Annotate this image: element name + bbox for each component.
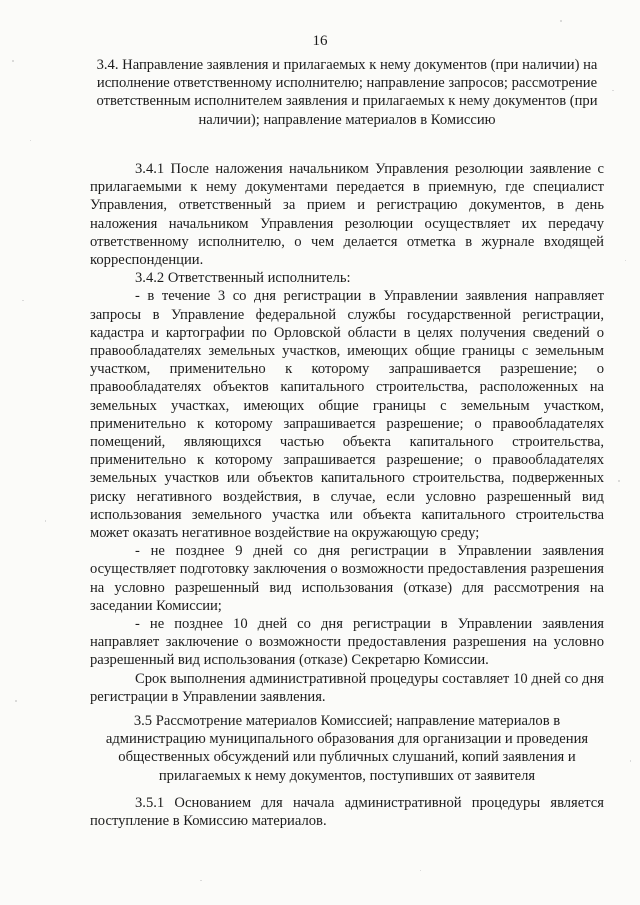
section-3-5-body [90, 794, 604, 830]
section-3-5-heading: 3.5 Рассмотрение материалов Комиссией; направление материалов в администрацию муниципального образования для организации и проведения общественных обсуждений или публичных слушаний, копий заявления и прилагаемых к нему документов, поступивших от заявителя [105, 713, 589, 784]
paragraph-3-4-2: 3.4.2 Ответственный исполнитель: [135, 270, 351, 287]
page-number: 16 [312, 33, 328, 49]
paragraph-3-4-1: 3.4.1 После наложения начальником Управления резолюции заявление с прилагаемыми к нему документами передается в приемную, где специалист Управления, ответственный за прием и регистрацию документов, в день наложения начальником Управления резолюции осуществляет их передачу ответственному исполнителю, о чем делается отметка в журнале входящей корреспонденции. [90, 161, 604, 269]
section-3-4-body [90, 160, 604, 706]
paragraph-item-2: - не позднее 9 дней со дня регистрации в Управлении заявления осуществляет подготовку заключения о возможности предоставления разрешения на условно разрешенный вид использования (отказе) для рассмотрения на заседании Комиссии; [90, 543, 604, 614]
paragraph-deadline: Срок выполнения административной процедуры составляет 10 дней со дня регистрации в Управлении заявления. [90, 670, 604, 705]
paragraph-item-3: - не позднее 10 дней со дня регистрации в Управлении заявления направляет заключение о возможности предоставления разрешения на условно разрешенный вид использования (отказе) Секретарю Комиссии. [90, 616, 604, 669]
section-3-4-heading: 3.4. Направление заявления и прилагаемых к нему документов (при наличии) на исполнение ответственному исполнителю; направление запросов; рассмотрение ответственным исполнителем заявления и прилагаемых к нему документов (при наличии); направление материалов в Комиссию [96, 57, 598, 128]
paragraph-3-5-1: 3.5.1 Основанием для начала административной процедуры является поступление в Комиссию материалов. [90, 795, 604, 830]
paragraph-item-1: - в течение 3 со дня регистрации в Управлении заявления направляет запросы в Управление федеральной службы государственной регистрации, кадастра и картографии по Орловской области в целях получения сведений о правообладателях земельных участков, имеющих общие границы с земельным участком, применительно к которому запрашивается разрешение; о правообладателях объектов капитального строительства, расположенных на земельных участках, имеющих общие границы с земельным участком, применительно к которому запрашивается разрешение; о правообладателях помещений, являющихся частью объекта капитального строительства, применительно к которому запрашивается разрешение; о правообладателях земельных участков или объектов капитального строительства, подверженных риску негативного воздействия, в случае, если условно разрешенный вид использования земельного участка или объекта капитального строительства может оказать негативное воздействие на окружающую среду; [90, 288, 604, 542]
